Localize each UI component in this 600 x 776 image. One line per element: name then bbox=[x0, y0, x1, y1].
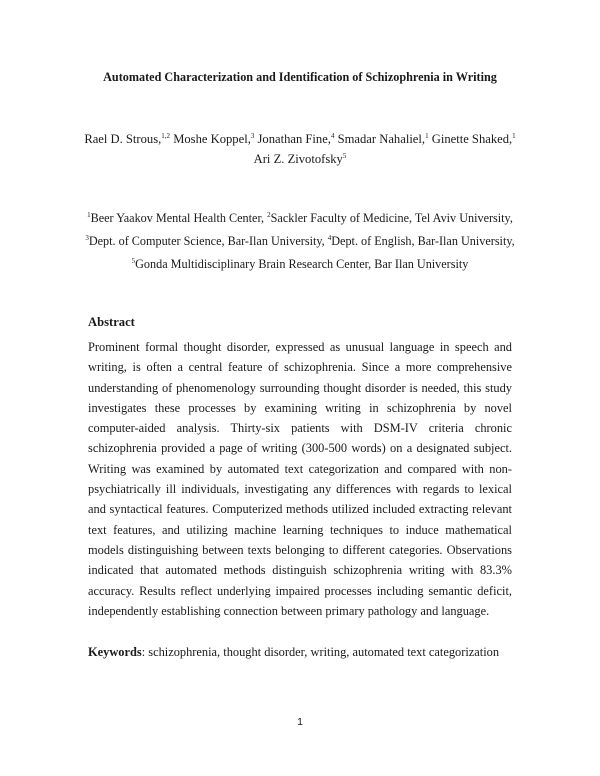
author: Moshe Koppel,$^3$ bbox=[173, 132, 255, 146]
abstract-text: Prominent formal thought disorder, expressed as unusual language in speech and writing, is often a central feature of schizophrenia. Since a more comprehensive understanding of phenomenology surrounding thought disorder is needed, this study investigates these processes by examining writing in schizophrenia by novel computer-aided analysis. Thirty-six patients with DSM-IV criteria chronic schizophrenia provided a page of writing (300-500 words) on a designated subject. Writing was examined by automated text categorization and compared with non-psychiatrically ill individuals, investigating any differences with regards to lexical and syntactical features. Computerized methods utilized included extracting relevant text features, and utilizing machine learning techniques to induce mathematical models distinguishing between texts belonging to different categories. Observations indicated that automated methods distinguish schizophrenia writing with 83.3% accuracy. Results reflect underlying impaired processes including semantic deficit, independently establishing connection between primary pathology and language. bbox=[88, 340, 512, 618]
abstract-heading: Abstract bbox=[88, 315, 135, 329]
author: Jonathan Fine,$^4$ bbox=[257, 132, 335, 146]
author: Ginette Shaked,$^1$ bbox=[431, 132, 516, 146]
author-list bbox=[50, 129, 550, 169]
author: Rael D. Strous,$^{1,2}$ bbox=[84, 132, 171, 146]
affiliation: $^3$Dept. of Computer Science, Bar-Ilan University, bbox=[85, 234, 325, 248]
affiliation: $^1$Beer Yaakov Mental Health Center, bbox=[87, 211, 265, 225]
affiliation-list bbox=[40, 207, 560, 276]
author: Smadar Nahaliel,$^1$ bbox=[337, 132, 429, 146]
keywords-text: : schizophrenia, thought disorder, writing, automated text categorization bbox=[141, 645, 500, 659]
page-number: 1 bbox=[297, 716, 303, 728]
affiliation: $^5$Gonda Multidisciplinary Brain Research Center, Bar Ilan University bbox=[131, 257, 469, 271]
paper-title: Automated Characterization and Identification of Schizophrenia in Writing bbox=[103, 70, 497, 84]
author: Ari Z. Zivotofsky$^5$ bbox=[253, 152, 347, 166]
affiliation: $^4$Dept. of English, Bar-Ilan University, bbox=[327, 234, 515, 248]
keywords-line bbox=[88, 645, 528, 660]
affiliation: $^2$Sackler Faculty of Medicine, Tel Aviv University, bbox=[267, 211, 513, 225]
keywords-label: Keywords bbox=[88, 645, 142, 659]
